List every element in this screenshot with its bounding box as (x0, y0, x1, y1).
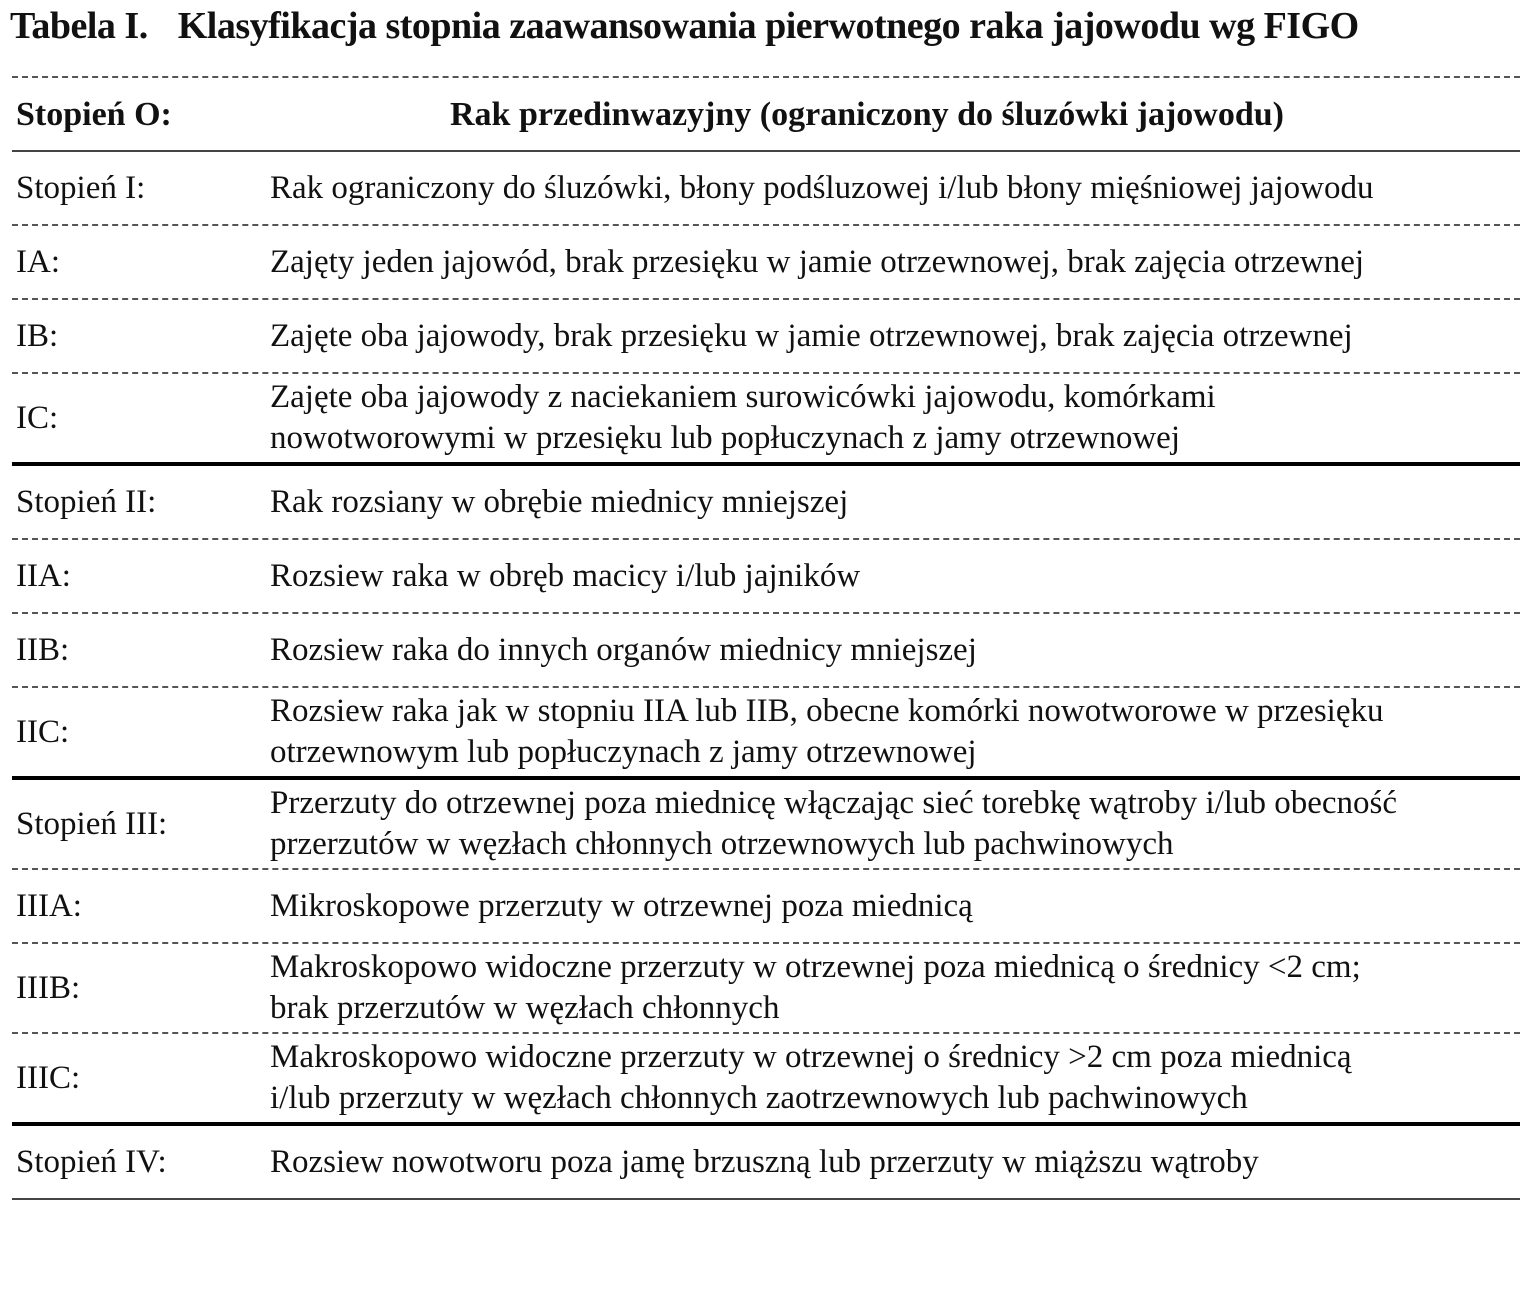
stage-cell: IA: (16, 243, 60, 280)
stage-cell: IIA: (16, 557, 71, 594)
description-line: Makroskopowo widoczne przerzuty w otrzewnej o średnicy >2 cm poza miednicą (270, 1039, 1352, 1075)
stage-cell: IIIA: (16, 887, 82, 924)
figo-classification-table (12, 76, 1520, 1200)
description-line: Rozsiew raka do innych organów miednicy mniejszej (270, 631, 977, 668)
table-row (12, 540, 1520, 612)
table-row (12, 614, 1520, 686)
description-cell (270, 886, 1520, 927)
table-row (12, 944, 1520, 1032)
description-cell (270, 691, 1520, 773)
description-cell (270, 1037, 1520, 1119)
description-cell (270, 1142, 1520, 1183)
description-cell (270, 482, 1520, 523)
stage-cell: IIB: (16, 631, 70, 668)
description-line: Zajęty jeden jajowód, brak przesięku w jamie otrzewnowej, brak zajęcia otrzewnej (270, 243, 1365, 280)
table-row (12, 1034, 1520, 1122)
table-row (12, 300, 1520, 372)
table-row (12, 1126, 1520, 1198)
description-line: Rozsiew raka w obręb macicy i/lub jajników (270, 557, 861, 594)
description-line: Przerzuty do otrzewnej poza miednicę włączając sieć torebkę wątroby i/lub obecność (270, 785, 1398, 821)
description-line: Makroskopowo widoczne przerzuty w otrzewnej poza miednicą o średnicy <2 cm; (270, 949, 1361, 985)
description-line: Mikroskopowe przerzuty w otrzewnej poza miednicą (270, 887, 973, 924)
stage-cell: Stopień IV: (16, 1143, 167, 1180)
table-header-row (12, 78, 1520, 150)
description-cell (270, 316, 1520, 357)
table-row (12, 466, 1520, 538)
stage-cell: IIIC: (16, 1059, 81, 1096)
description-cell (270, 377, 1520, 459)
table-row (12, 870, 1520, 942)
table-row (12, 374, 1520, 462)
table-row (12, 688, 1520, 776)
description-line: brak przerzutów w węzłach chłonnych (270, 990, 780, 1026)
description-cell (270, 630, 1520, 671)
description-line: i/lub przerzuty w węzłach chłonnych zaotrzewnowych lub pachwinowych (270, 1080, 1248, 1116)
table-row (12, 780, 1520, 868)
description-line: Rak rozsiany w obrębie miednicy mniejszej (270, 483, 849, 520)
description-line: nowotworowymi w przesięku lub popłuczynach z jamy otrzewnowej (270, 420, 1180, 456)
table-row (12, 152, 1520, 224)
description-line: Zajęte oba jajowody, brak przesięku w jamie otrzewnowej, brak zajęcia otrzewnej (270, 317, 1353, 354)
stage-cell: Stopień II: (16, 483, 157, 520)
bottom-rule (12, 1198, 1520, 1200)
header-stage: Stopień O: (16, 95, 172, 133)
description-line: Rak ograniczony do śluzówki, błony podśluzowej i/lub błony mięśniowej jajowodu (270, 169, 1374, 206)
table-caption: Klasyfikacja stopnia zaawansowania pierwotnego raka jajowodu wg FIGO (177, 5, 1359, 47)
stage-cell: IB: (16, 317, 59, 354)
description-cell (270, 556, 1520, 597)
description-line: Rozsiew nowotworu poza jamę brzuszną lub przerzuty w miąższu wątroby (270, 1143, 1259, 1180)
header-description: Rak przedinwazyjny (ograniczony do śluzówki jajowodu) (450, 95, 1284, 133)
description-line: Zajęte oba jajowody z naciekaniem surowicówki jajowodu, komórkami (270, 379, 1216, 415)
description-line: Rozsiew raka jak w stopniu IIA lub IIB, obecne komórki nowotworowe w przesięku (270, 693, 1384, 729)
description-line: przerzutów w węzłach chłonnych otrzewnowych lub pachwinowych (270, 826, 1174, 862)
stage-cell: IIIB: (16, 969, 81, 1006)
table-label: Tabela I. (10, 5, 148, 47)
description-line: otrzewnowym lub popłuczynach z jamy otrzewnowej (270, 734, 977, 770)
description-cell (270, 783, 1520, 865)
description-cell (270, 947, 1520, 1029)
table-row (12, 226, 1520, 298)
stage-cell: Stopień I: (16, 169, 146, 206)
stage-cell: IC: (16, 399, 59, 436)
description-cell (270, 242, 1520, 283)
stage-cell: IIC: (16, 713, 70, 750)
table-title (10, 4, 1359, 48)
stage-cell: Stopień III: (16, 805, 168, 842)
description-cell (270, 168, 1520, 209)
